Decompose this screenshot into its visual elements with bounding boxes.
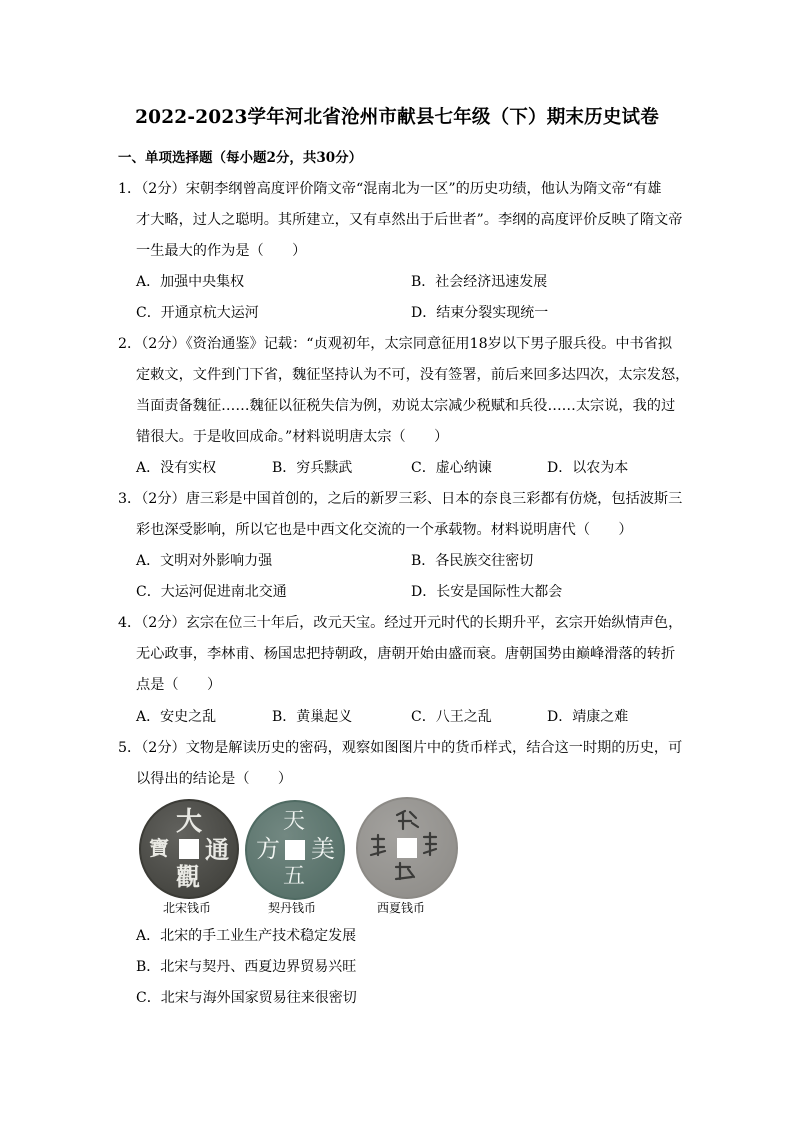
question-4-option-a: A．安史之乱 — [136, 709, 217, 725]
question-3-option-c: C．大运河促进南北交通 — [136, 584, 287, 600]
question-3-option-d: D．长安是国际性大都会 — [411, 584, 563, 600]
western-xia-coin-image — [356, 797, 458, 899]
tangut-script-glyphs — [358, 799, 456, 897]
question-5-line-2: 以得出的结论是（ ） — [136, 771, 293, 787]
coin-char-right: 通 — [205, 835, 229, 864]
section-heading: 一、单项选择题（每小题2分，共30分） — [118, 150, 363, 166]
coin-char-top: 大 — [176, 807, 203, 837]
question-3-line-1: 3．（2分）唐三彩是中国首创的，之后的新罗三彩、日本的奈良三彩都有仿烧，包括波斯三 — [118, 491, 683, 507]
coin-char-left: 方 — [256, 835, 280, 863]
question-1-option-b: B．社会经济迅速发展 — [411, 274, 548, 290]
coin-char-right: 美 — [311, 835, 335, 863]
question-1-line-2: 才大略，过人之聪明。其所建立，又有卓然出于后世者”。李纲的高度评价反映了隋文帝 — [136, 212, 683, 228]
question-5-line-1: 5．（2分）文物是解读历史的密码，观察如图图片中的货币样式，结合这一时期的历史，可 — [118, 740, 683, 756]
question-2-option-c: C．虚心纳谏 — [411, 460, 492, 476]
western-xia-coin-caption: 西夏钱币 — [377, 901, 426, 915]
question-5-option-a: A．北宋的手工业生产技术稳定发展 — [136, 928, 357, 944]
question-1-option-d: D．结束分裂实现统一 — [411, 305, 549, 321]
question-3-option-a: A．文明对外影响力强 — [136, 553, 273, 569]
question-4-line-1: 4．（2分）玄宗在位三十年后，改元天宝。经过开元时代的长期升平，玄宗开始纵情声色， — [118, 615, 683, 631]
coin-char-left: 寶 — [149, 836, 169, 860]
question-2-option-a: A．没有实权 — [136, 460, 217, 476]
question-5-option-c: C．北宋与海外国家贸易往来很密切 — [136, 990, 357, 1006]
question-1-option-c: C．开通京杭大运河 — [136, 305, 259, 321]
coin-char-bottom: 五 — [283, 864, 306, 889]
question-2-line-2: 定敕文，文件到门下省，魏征坚持认为不可，没有签署，前后来回多达四次，太宗发怒， — [136, 367, 690, 383]
question-1-line-3: 一生最大的作为是（ ） — [136, 243, 307, 259]
question-4-line-2: 无心政事，李林甫、杨国忠把持朝政，唐朝开始由盛而衰。唐朝国势由巅峰滑落的转折 — [136, 646, 676, 662]
khitan-coin-caption: 契丹钱币 — [268, 901, 317, 915]
question-1-line-1: 1．（2分）宋朝李纲曾高度评价隋文帝“混南北为一区”的历史功绩，他认为隋文帝“有雄 — [118, 181, 662, 197]
question-4-line-3: 点是（ ） — [136, 677, 222, 693]
northern-song-coin-caption: 北宋钱币 — [163, 901, 212, 915]
question-3-line-2: 彩也深受影响，所以它也是中西文化交流的一个承载物。材料说明唐代（ ） — [136, 522, 633, 538]
question-2-option-b: B．穷兵黩武 — [272, 460, 353, 476]
question-2-line-3: 当面责备魏征……魏征以征税失信为例，劝说太宗减少税赋和兵役……太宗说，我的过 — [136, 398, 676, 414]
question-4-option-c: C．八王之乱 — [411, 709, 492, 725]
question-5-option-b: B．北宋与契丹、西夏边界贸易兴旺 — [136, 959, 357, 975]
coin-square-hole — [179, 839, 199, 859]
northern-song-coin-image — [139, 799, 239, 899]
exam-title: 2022-2023学年河北省沧州市献县七年级（下）期末历史试卷 — [135, 107, 659, 128]
coin-square-hole — [285, 840, 305, 860]
question-4-option-d: D．靖康之难 — [547, 709, 629, 725]
coin-char-top: 天 — [283, 809, 306, 834]
question-2-line-1: 2．（2分）《资治通鉴》记载：“贞观初年，太宗同意征用18岁以下男子服兵役。中书省拟 — [118, 336, 673, 352]
question-3-option-b: B．各民族交往密切 — [411, 553, 534, 569]
khitan-coin-image — [245, 800, 345, 900]
question-2-option-d: D．以农为本 — [547, 460, 629, 476]
coin-char-bottom: 觀 — [176, 862, 200, 891]
question-4-option-b: B．黄巢起义 — [272, 709, 353, 725]
question-1-option-a: A．加强中央集权 — [136, 274, 245, 290]
question-2-line-4: 错很大。于是收回成命。”材料说明唐太宗（ ） — [136, 429, 449, 445]
